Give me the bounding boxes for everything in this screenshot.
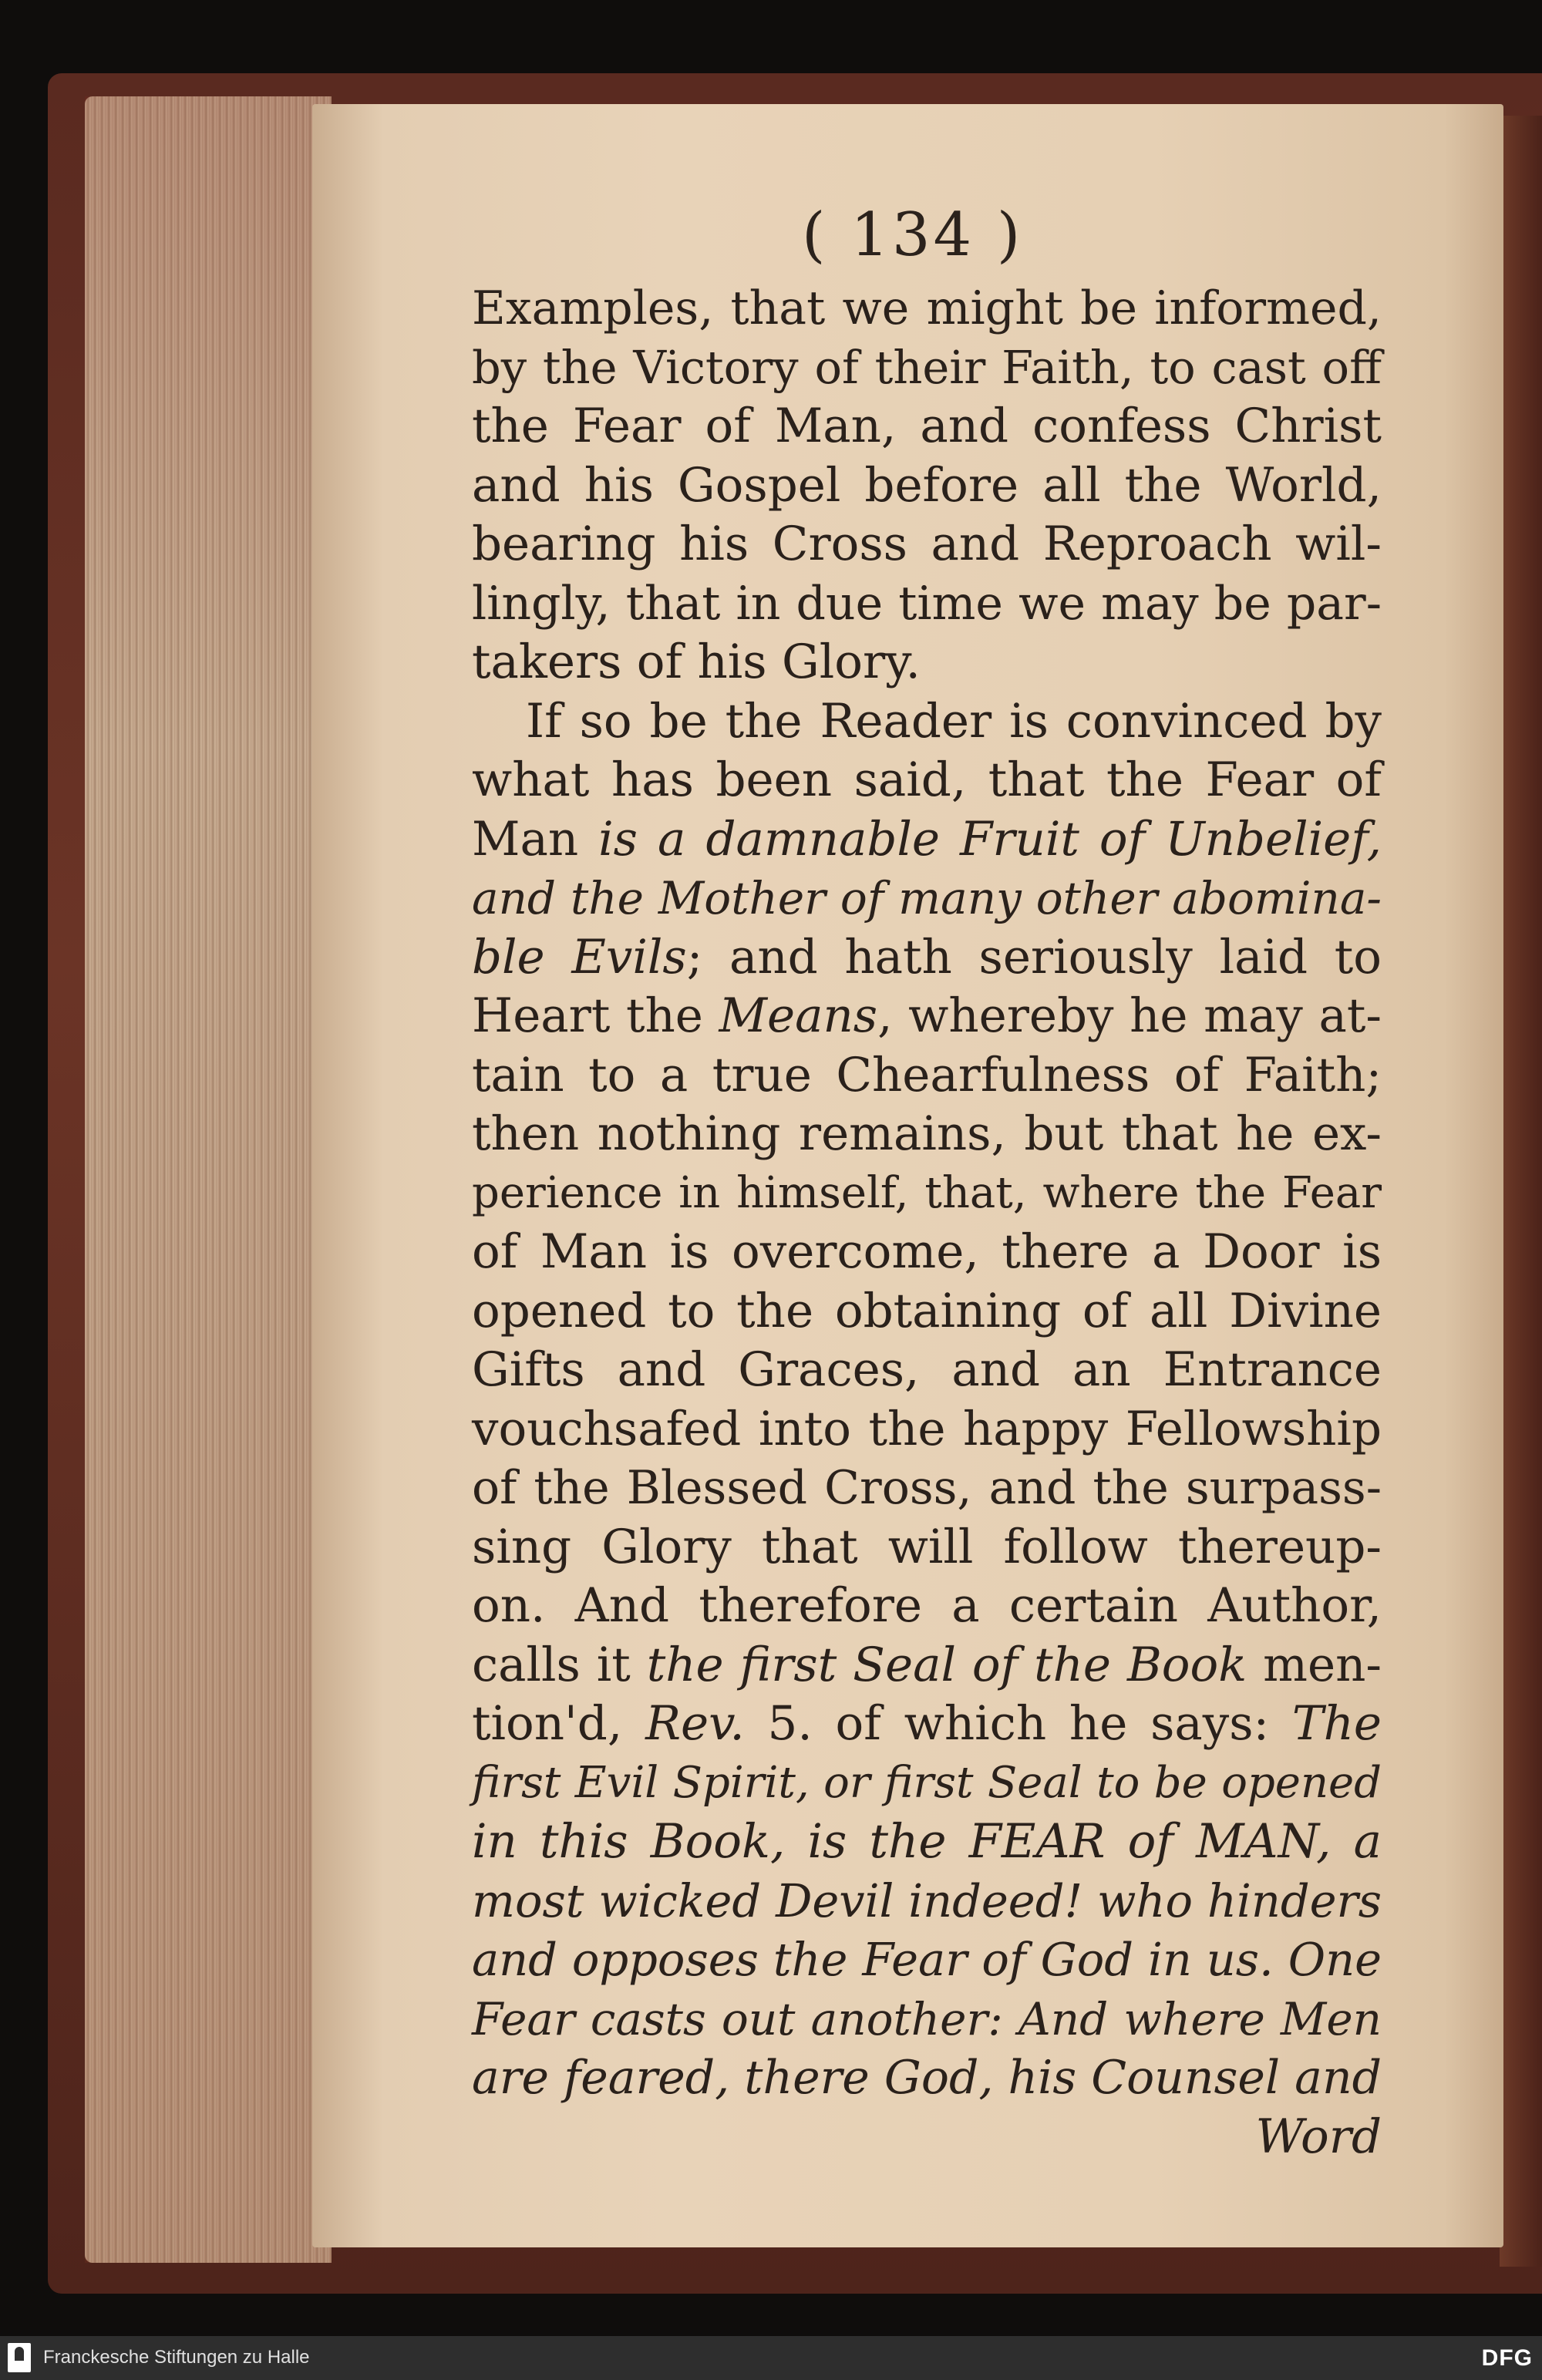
- italic-text-segment: Means: [719, 988, 878, 1043]
- italic-text-segment: and opposes the Fear of God in us. One: [472, 1933, 1382, 1986]
- text-segment: the Fear of Man, and confess Christ: [472, 399, 1382, 453]
- text-line: [472, 1754, 1382, 1813]
- text-line: [472, 633, 1382, 692]
- text-line: [472, 1990, 1382, 2049]
- text-segment: perience in himself, that, where the Fear: [472, 1167, 1382, 1218]
- italic-text-segment: Fear casts out another: And where Men: [472, 1992, 1382, 2045]
- italic-text-segment: Word: [1255, 2109, 1382, 2164]
- text-line: [472, 1282, 1382, 1341]
- text-line: [472, 1636, 1382, 1695]
- text-segment: what has been said, that the Fear of: [472, 752, 1382, 807]
- text-line: [472, 1518, 1382, 1577]
- italic-text-segment: Rev.: [645, 1696, 745, 1751]
- text-segment: 5. of which he says:: [744, 1696, 1292, 1751]
- text-line: [472, 1105, 1382, 1164]
- text-segment: , whereby he may at-: [877, 988, 1382, 1043]
- text-line: [472, 987, 1382, 1046]
- text-segment: lingly, that in due time we may be par-: [472, 576, 1382, 631]
- italic-text-segment: The: [1291, 1696, 1382, 1751]
- text-line: [472, 1223, 1382, 1282]
- italic-text-segment: the first Seal of the Book: [646, 1637, 1247, 1692]
- text-segment: vouchsafed into the happy Fellowship: [472, 1401, 1382, 1456]
- text-line: [472, 574, 1382, 634]
- text-line: [472, 1931, 1382, 1990]
- page-number-header: ( 134 ): [802, 200, 1024, 270]
- facing-page-edge: [1500, 116, 1542, 2267]
- text-segment: Heart the: [472, 988, 719, 1043]
- text-line: [472, 515, 1382, 574]
- text-line: [472, 1459, 1382, 1518]
- page-body-text: [472, 279, 1382, 2166]
- footer-bar: [0, 2336, 1542, 2380]
- text-line: [472, 279, 1382, 338]
- italic-text-segment: and the Mother of many other abomina-: [472, 872, 1382, 924]
- text-segment: of Man is overcome, there a Door is: [472, 1224, 1382, 1279]
- text-line: [472, 1577, 1382, 1636]
- text-segment: ; and hath seriously laid to: [686, 929, 1382, 985]
- text-line: [472, 928, 1382, 988]
- text-line: [472, 692, 1382, 752]
- text-segment: tain to a true Chearfulness of Faith;: [472, 1047, 1382, 1102]
- italic-text-segment: first Evil Spirit, or first Seal to be opened: [472, 1757, 1382, 1808]
- text-line: [472, 1695, 1382, 1754]
- franckesche-stiftungen-logo-icon: [8, 2343, 31, 2372]
- text-segment: Examples, that we might be informed,: [472, 281, 1382, 335]
- italic-text-segment: ble Evils: [472, 929, 687, 985]
- text-line: [472, 869, 1382, 928]
- text-line: [472, 397, 1382, 456]
- text-segment: and his Gospel before all the World,: [472, 457, 1382, 513]
- dfg-logo: DFG: [1481, 2345, 1533, 2371]
- text-line: [472, 1400, 1382, 1459]
- text-segment: tion'd,: [472, 1696, 646, 1751]
- text-segment: then nothing remains, but that he ex-: [472, 1106, 1382, 1161]
- text-segment: Gifts and Graces, and an Entrance: [472, 1342, 1382, 1397]
- italic-text-segment: are feared, there God, his Counsel and: [472, 2051, 1382, 2105]
- italic-text-segment: most wicked Devil indeed! who hinders: [472, 1873, 1382, 1927]
- text-line: [472, 338, 1382, 398]
- italic-text-segment: in this Book, is the FEAR of MAN, a: [472, 1814, 1382, 1869]
- text-segment: If so be the Reader is convinced by: [526, 693, 1382, 749]
- page-block-edges: [85, 96, 332, 2263]
- text-segment: opened to the obtaining of all Divine: [472, 1283, 1382, 1338]
- text-line: [472, 1341, 1382, 1400]
- text-segment: Man: [472, 811, 599, 867]
- text-line: [472, 1164, 1382, 1224]
- text-line: [472, 1872, 1382, 1931]
- text-line: [472, 1046, 1382, 1106]
- text-line: [472, 2108, 1382, 2167]
- text-segment: calls it: [472, 1637, 647, 1692]
- institution-label: Franckesche Stiftungen zu Halle: [43, 2347, 310, 2368]
- text-segment: by the Victory of their Faith, to cast off: [472, 340, 1382, 394]
- text-segment: of the Blessed Cross, and the surpass-: [472, 1461, 1382, 1515]
- text-line: [472, 751, 1382, 810]
- text-segment: on. And therefore a certain Author,: [472, 1578, 1382, 1633]
- italic-text-segment: is a damnable Fruit of Unbelief,: [598, 811, 1382, 867]
- text-segment: takers of his Glory.: [472, 635, 921, 689]
- text-line: [472, 2048, 1382, 2108]
- text-segment: men-: [1247, 1637, 1382, 1692]
- text-line: [472, 810, 1382, 870]
- text-line: [472, 1813, 1382, 1872]
- text-line: [472, 456, 1382, 516]
- text-segment: bearing his Cross and Reproach wil-: [472, 517, 1382, 571]
- text-segment: sing Glory that will follow thereup-: [472, 1519, 1382, 1574]
